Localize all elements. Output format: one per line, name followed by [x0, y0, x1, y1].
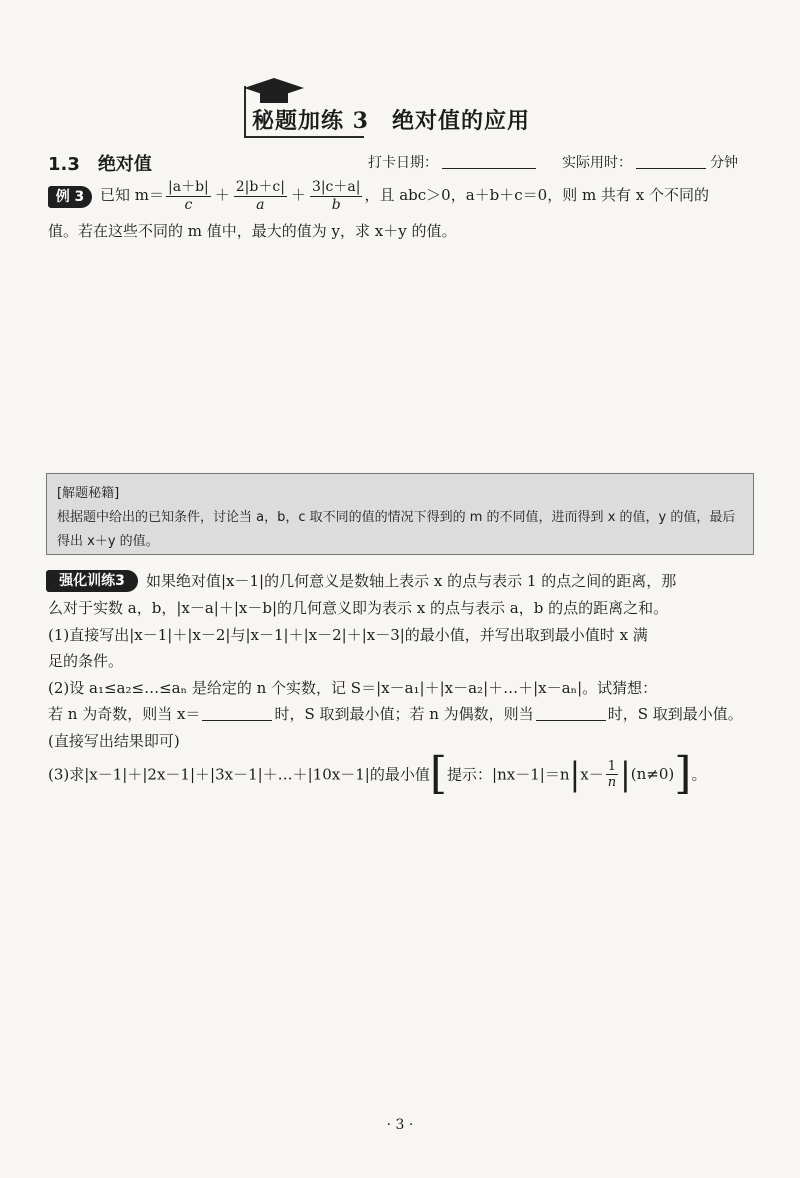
- odd-answer-blank[interactable]: [202, 720, 272, 721]
- question-1-line-1: (1)直接写出|x－1|＋|x－2|与|x－1|＋|x－2|＋|x－3|的最小值，并写出取到最小值时 x 满: [48, 626, 648, 644]
- page-number: · 3 ·: [386, 1117, 414, 1133]
- fraction-3: [310, 176, 363, 213]
- question-1-line-2: 足的条件。: [48, 652, 124, 670]
- q3-hint-x: x－: [580, 765, 604, 784]
- example-suffix: ，且 abc＞0，a＋b＋c＝0，则 m 共有 x 个不同的: [364, 186, 709, 204]
- plus-1: ＋: [214, 186, 230, 204]
- checkin: [368, 152, 738, 172]
- question-2-line-2: [48, 703, 743, 724]
- example-prefix: 已知 m＝: [100, 186, 164, 204]
- even-answer-blank[interactable]: [536, 720, 606, 721]
- plus-2: ＋: [290, 186, 306, 204]
- training-intro-1: 如果绝对值|x－1|的几何意义是数轴上表示 x 的点与表示 1 的点之间的距离，那: [146, 572, 677, 590]
- header-underline: [244, 136, 364, 138]
- q2-end-text: 时，S 取到最小值。: [607, 705, 743, 723]
- example-line-1: [100, 176, 709, 213]
- date-label: 打卡日期：: [368, 155, 438, 171]
- time-label: 实际用时：: [562, 155, 632, 171]
- q3-text: (3)求|x－1|＋|2x－1|＋|3x－1|＋…＋|10x－1|的最小值: [48, 765, 430, 784]
- q3-end: 。: [691, 765, 707, 784]
- time-blank[interactable]: [636, 168, 706, 169]
- section-row: [48, 150, 750, 178]
- tip-heading: [解题秘籍]: [57, 486, 120, 501]
- section-name: 绝对值: [97, 154, 152, 175]
- q3-hint-a: 提示：|nx－1|＝n: [447, 765, 570, 784]
- fraction-3-den: b: [331, 197, 341, 213]
- right-bracket: ]: [674, 748, 692, 799]
- example-label: 例 3: [48, 186, 92, 208]
- fraction-1-num: |a＋b|: [166, 176, 211, 197]
- question-3: [48, 748, 707, 799]
- training-label: 强化训练3: [46, 570, 138, 592]
- abs-bar-right: |: [620, 755, 631, 793]
- q2-odd-text: 若 n 为奇数，则当 x＝: [48, 705, 201, 723]
- section-number: 1.3: [48, 154, 80, 175]
- fraction-2: [234, 176, 287, 213]
- example-line-2: 值。若在这些不同的 m 值中，最大的值为 y，求 x＋y 的值。: [48, 222, 457, 240]
- fraction-3-num: 3|c＋a|: [310, 176, 363, 197]
- training-intro-2: 么对于实数 a，b，|x－a|＋|x－b|的几何意义即为表示 x 的点与表示 a，b 的点的距离之和。: [48, 599, 669, 617]
- date-blank[interactable]: [442, 168, 536, 169]
- fraction-2-den: a: [256, 197, 265, 213]
- question-2-line-3: (直接写出结果即可): [48, 732, 180, 750]
- left-bracket: [: [429, 748, 448, 799]
- header-bar: [244, 86, 246, 138]
- solution-tip-box: [46, 473, 754, 555]
- header: [240, 78, 560, 138]
- q3-hint-b: (n≠0): [630, 765, 675, 783]
- q2-even-text: 时，S 取到最小值；若 n 为偶数，则当: [274, 705, 534, 723]
- tip-line-2: 得出 x＋y 的值。: [57, 534, 159, 549]
- time-unit: 分钟: [710, 155, 738, 171]
- fraction-1: [166, 176, 211, 213]
- question-2-line-1: (2)设 a₁≤a₂≤…≤aₙ 是给定的 n 个实数，记 S＝|x－a₁|＋|x－a₂|＋…＋|x－aₙ|。试猜想：: [48, 679, 658, 697]
- hint-fraction: [606, 759, 618, 790]
- section-title: [48, 150, 152, 176]
- header-title: 秘题加练 3 绝对值的应用: [252, 108, 530, 134]
- fraction-2-num: 2|b＋c|: [234, 176, 287, 197]
- tip-line-1: 根据题中给出的已知条件，讨论当 a，b，c 取不同的值的情况下得到的 m 的不同值，进而得到 x 的值，y 的值，最后: [57, 510, 736, 525]
- abs-bar-left: |: [569, 755, 581, 793]
- hint-fraction-den: n: [607, 774, 617, 790]
- hint-fraction-num: 1: [607, 758, 617, 774]
- fraction-1-den: c: [184, 197, 193, 213]
